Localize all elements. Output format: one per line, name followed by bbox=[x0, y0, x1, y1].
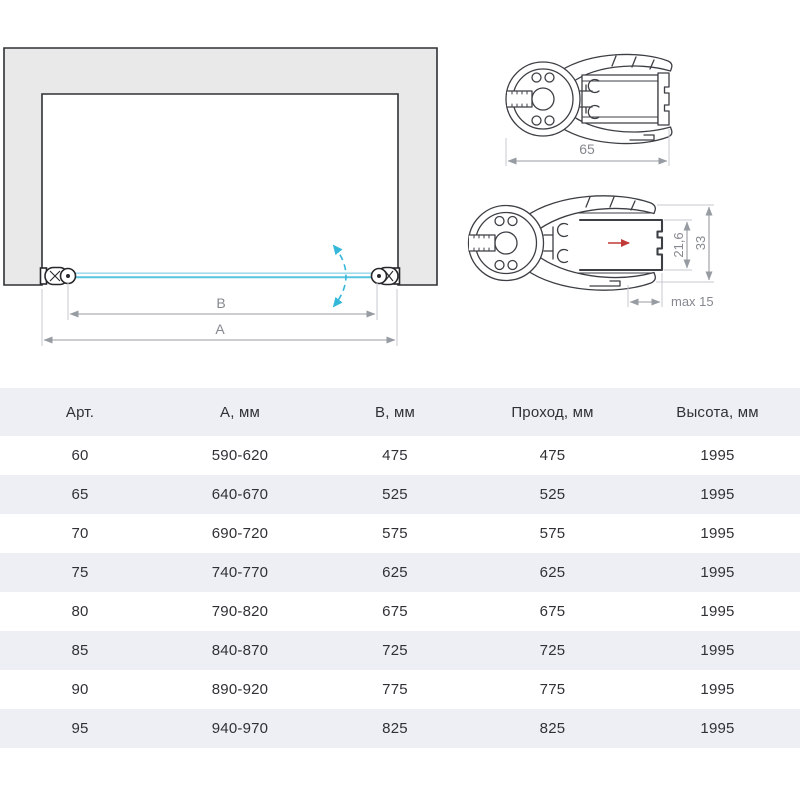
table-row bbox=[0, 592, 800, 631]
table-header-row bbox=[0, 388, 800, 436]
dimension-max-15-label: max 15 bbox=[671, 294, 714, 309]
table-cell: 775 bbox=[539, 681, 566, 698]
table-cell: 625 bbox=[539, 564, 566, 581]
spec-table-grid bbox=[0, 388, 800, 748]
table-cell: 840-870 bbox=[211, 642, 269, 659]
dimension-max-15 bbox=[630, 294, 714, 309]
table-cell: 940-970 bbox=[211, 720, 269, 737]
table-cell: 740-770 bbox=[211, 564, 269, 581]
table-cell: 60 bbox=[71, 447, 89, 464]
table-cell: 85 bbox=[71, 642, 89, 659]
table-cell: 1995 bbox=[700, 603, 735, 620]
dimension-33-label: 33 bbox=[693, 235, 708, 251]
table-cell: 1995 bbox=[700, 447, 735, 464]
table-cell: 625 bbox=[382, 564, 408, 581]
table-cell: 790-820 bbox=[211, 603, 269, 620]
header-cell-art: Арт. bbox=[65, 403, 95, 421]
table-cell: 825 bbox=[539, 720, 566, 737]
dimension-21-6 bbox=[671, 222, 687, 268]
niche-top-view-diagram bbox=[0, 30, 450, 360]
dimension-65-label: 65 bbox=[579, 141, 595, 157]
table-cell: 70 bbox=[71, 525, 89, 542]
glass-panel bbox=[68, 273, 378, 279]
dimension-a bbox=[44, 321, 395, 340]
table-cell: 95 bbox=[71, 720, 89, 737]
table-cell: 1995 bbox=[700, 681, 735, 698]
table-cell: 675 bbox=[539, 603, 566, 620]
table-cell: 80 bbox=[71, 603, 89, 620]
table-cell: 590-620 bbox=[211, 447, 269, 464]
table-cell: 525 bbox=[539, 486, 566, 503]
spec-table-body bbox=[0, 436, 800, 748]
wall-profile-section bbox=[470, 45, 800, 175]
table-cell: 675 bbox=[382, 603, 408, 620]
table-cell: 475 bbox=[539, 447, 566, 464]
table-cell: 65 bbox=[71, 486, 89, 503]
table-cell: 525 bbox=[382, 486, 408, 503]
table-cell: 90 bbox=[71, 681, 89, 698]
dimension-b-label: В bbox=[216, 295, 226, 311]
left-hinge bbox=[41, 268, 76, 285]
table-cell: 1995 bbox=[700, 720, 735, 737]
door-profile-drawing bbox=[469, 196, 663, 290]
table-row bbox=[0, 553, 800, 592]
table-cell: 75 bbox=[71, 564, 89, 581]
table-cell: 640-670 bbox=[211, 486, 269, 503]
table-row bbox=[0, 475, 800, 514]
table-cell: 1995 bbox=[700, 486, 735, 503]
spec-table bbox=[0, 388, 800, 748]
table-row bbox=[0, 709, 800, 748]
table-cell: 690-720 bbox=[211, 525, 269, 542]
table-cell: 725 bbox=[382, 642, 408, 659]
table-cell: 575 bbox=[539, 525, 566, 542]
table-cell: 1995 bbox=[700, 564, 735, 581]
table-cell: 890-920 bbox=[211, 681, 269, 698]
table-cell: 825 bbox=[382, 720, 408, 737]
dimension-a-label: А bbox=[215, 321, 225, 337]
right-hinge bbox=[372, 268, 400, 285]
sliding-extension bbox=[580, 220, 662, 270]
table-row bbox=[0, 670, 800, 709]
header-cell-height: Высота, мм bbox=[676, 403, 759, 421]
dimension-21-6-label: 21,6 bbox=[671, 232, 686, 258]
table-cell: 1995 bbox=[700, 525, 735, 542]
table-row bbox=[0, 436, 800, 475]
table-row bbox=[0, 631, 800, 670]
header-cell-passage: Проход, мм bbox=[511, 403, 594, 421]
header-cell-b: В, мм bbox=[375, 403, 415, 421]
door-profile-section bbox=[440, 185, 800, 315]
table-cell: 775 bbox=[382, 681, 408, 698]
dimension-33 bbox=[693, 207, 709, 280]
table-row bbox=[0, 514, 800, 553]
header-cell-a: А, мм bbox=[220, 403, 260, 421]
niche-wall bbox=[4, 48, 437, 285]
table-cell: 725 bbox=[539, 642, 566, 659]
wall-profile-drawing bbox=[506, 54, 672, 143]
table-cell: 475 bbox=[382, 447, 408, 464]
table-cell: 575 bbox=[382, 525, 408, 542]
table-cell: 1995 bbox=[700, 642, 735, 659]
dimension-b bbox=[70, 295, 375, 314]
